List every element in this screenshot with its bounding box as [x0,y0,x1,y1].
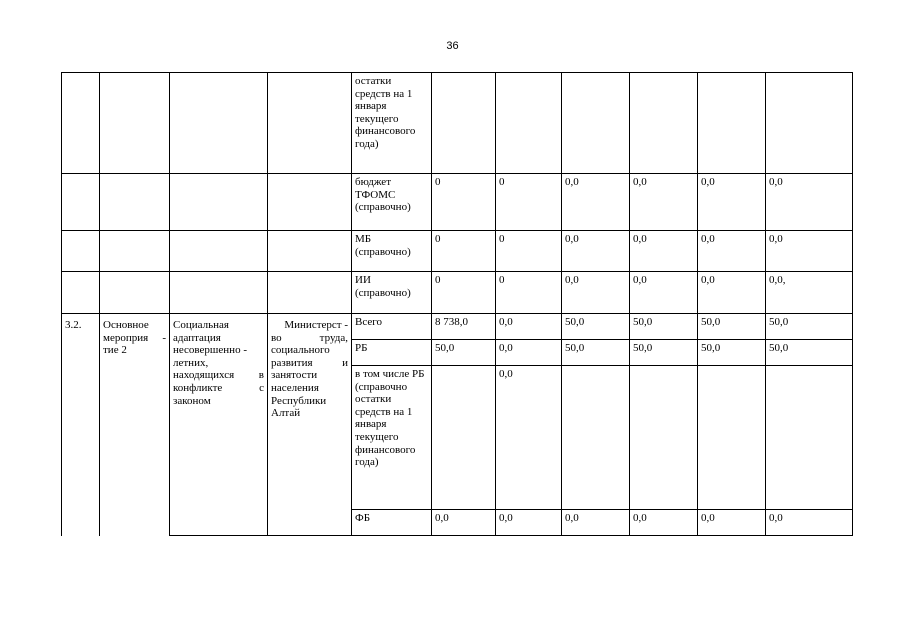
cell-value: 0,0 [698,510,766,536]
cell-executor [268,231,352,272]
cell-value: 0,0 [630,174,698,231]
cell-type [100,272,170,314]
cell-value: 0,0 [496,314,562,340]
cell-value: 0,0 [766,231,853,272]
cell-executor [268,73,352,174]
cell-value: 0,0 [562,231,630,272]
cell-value [698,73,766,174]
event-executor-line: населения [271,381,319,394]
cell-source: бюджет ТФОМС (справочно) [352,174,432,231]
cell-value: 0,0 [496,340,562,366]
table-row [62,174,853,231]
event-executor-line: занятости [271,369,318,382]
cell-source: МБ (справочно) [352,231,432,272]
cell-value [698,366,766,510]
event-type-line: тие 2 [103,344,127,357]
cell-type [100,231,170,272]
event-executor [268,314,352,536]
cell-value: 50,0 [432,340,496,366]
cell-source: ФБ [352,510,432,536]
cell-source: РБ [352,340,432,366]
event-executor-word: развития [271,356,313,369]
cell-value [496,73,562,174]
cell-value [432,366,496,510]
event-executor-word: во [271,331,282,344]
cell-name [170,73,268,174]
cell-source: в том числе РБ (справочно остатки средств на 1 января текущего финансового года) [352,366,432,510]
cell-value: 0,0 [630,272,698,314]
cell-name [170,272,268,314]
cell-number [62,73,100,174]
event-name-line: адаптация [173,331,221,344]
event-executor-line: Алтай [271,407,301,420]
event-name-line [173,382,264,395]
cell-value: 50,0 [562,314,630,340]
event-executor-line: Министерст - [284,319,348,331]
event-number: 3.2. [62,314,100,536]
event-type [100,314,170,536]
event-name [170,314,268,536]
cell-name [170,231,268,272]
budget-table [61,72,853,536]
event-executor-word: труда, [319,331,348,344]
cell-value: 0 [496,174,562,231]
event-name-word: конфликте [173,381,223,394]
cell-type [100,174,170,231]
cell-value: 0 [432,272,496,314]
cell-value [432,73,496,174]
cell-value: 50,0 [698,340,766,366]
cell-number [62,231,100,272]
cell-value: 50,0 [630,314,698,340]
cell-value: 0,0 [766,174,853,231]
cell-source: остатки средств на 1 января текущего финансового года) [352,73,432,174]
cell-value: 0,0 [766,510,853,536]
cell-value: 0 [432,231,496,272]
cell-value: 0,0 [630,231,698,272]
cell-value: 8 738,0 [432,314,496,340]
cell-source: ИИ (справочно) [352,272,432,314]
cell-value: 0 [496,231,562,272]
event-executor-line [271,357,348,370]
cell-value: 0 [432,174,496,231]
cell-source: Всего [352,314,432,340]
event-name-word: находящихся [173,369,235,382]
cell-value: 50,0 [562,340,630,366]
table-row [62,73,853,174]
event-name-line: Социальная [173,319,229,331]
event-type-line: Основное [103,319,149,331]
cell-value [630,73,698,174]
event-name-word: с [259,381,264,394]
cell-value: 0,0 [562,174,630,231]
cell-number [62,174,100,231]
event-name-line: законом [173,394,211,407]
cell-value: 0,0 [562,510,630,536]
cell-value: 0,0 [698,272,766,314]
cell-value: 50,0 [766,314,853,340]
cell-number [62,272,100,314]
cell-name [170,174,268,231]
cell-executor [268,272,352,314]
event-name-line: летних, [173,356,209,369]
cell-value [766,366,853,510]
cell-value: 50,0 [630,340,698,366]
cell-value: 0,0 [698,231,766,272]
cell-value: 50,0 [766,340,853,366]
event-executor-line: Республики [271,394,327,407]
event-executor-line [271,332,348,345]
cell-value: 0,0 [562,272,630,314]
event-name-word: в [258,369,264,382]
cell-value [562,366,630,510]
cell-executor [268,174,352,231]
cell-value: 0,0 [630,510,698,536]
event-name-line [173,369,264,382]
event-executor-word: и [342,356,348,369]
cell-value: 0 [496,272,562,314]
page-number: 36 [446,40,459,52]
cell-value: 0,0 [496,366,562,510]
table-row [62,231,853,272]
event-type-line: мероприя - [103,331,166,344]
event-name-line: несовершенно - [173,344,247,357]
cell-value: 0,0, [766,272,853,314]
cell-value [562,73,630,174]
cell-value: 0,0 [432,510,496,536]
cell-value: 50,0 [698,314,766,340]
cell-value: 0,0 [496,510,562,536]
cell-value: 0,0 [698,174,766,231]
cell-type [100,73,170,174]
cell-value [630,366,698,510]
cell-value [766,73,853,174]
table-row [62,272,853,314]
event-executor-line: социального [271,344,330,357]
table-row [62,314,853,340]
